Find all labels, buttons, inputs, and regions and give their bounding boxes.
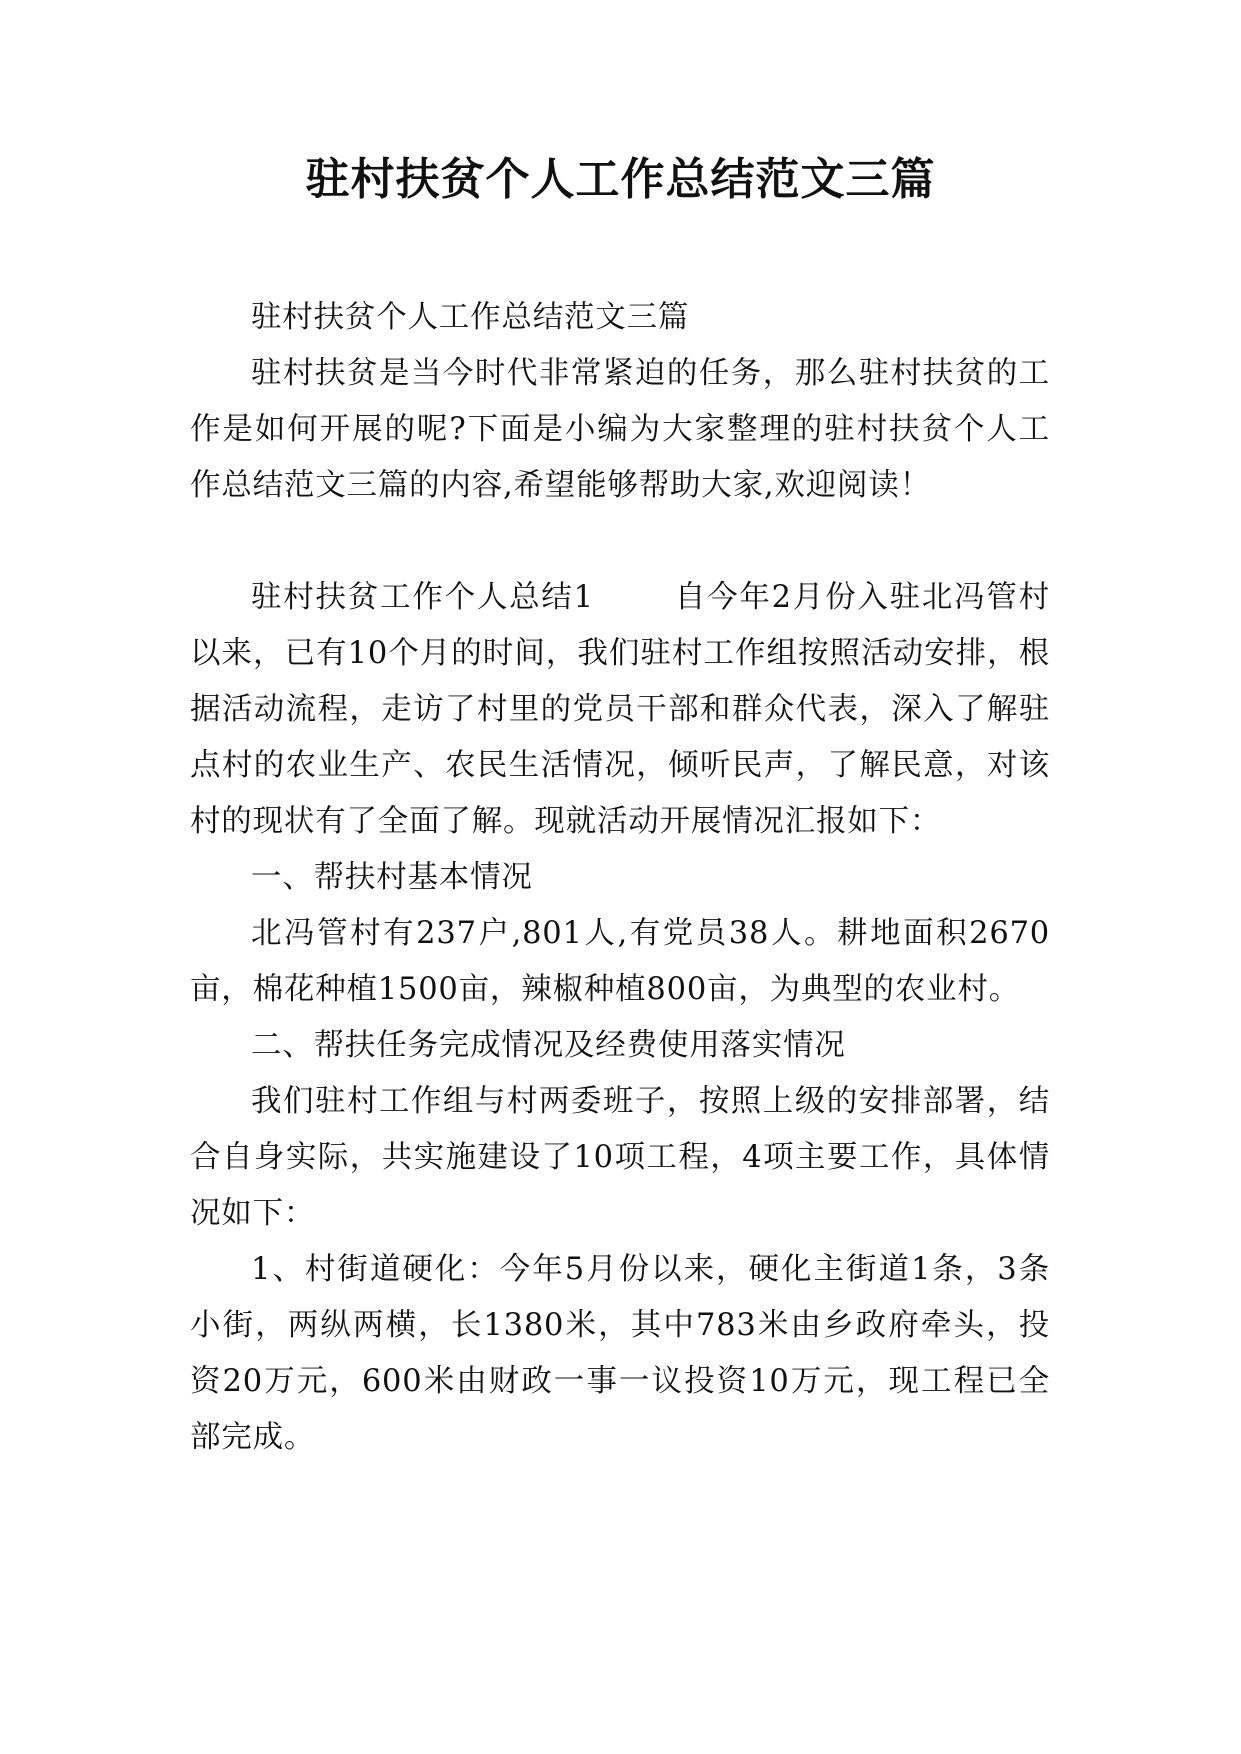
intro-paragraph: 驻村扶贫是当今时代非常紧迫的任务，那么驻村扶贫的工作是如何开展的呢?下面是小编为大家整理的驻村扶贫个人工作总结范文三篇的内容,希望能够帮助大家,欢迎阅读！ [190, 356, 1050, 503]
heading-basic-situation: 一、帮扶村基本情况 [251, 860, 533, 895]
item1-paragraph: 1、村街道硬化：今年5月份以来，硬化主街道1条，3条小街，两纵两横，长1380米，其中783米由乡政府牵头，投资20万元，600米由财政一事一议投资10万元，现工程已全部完成。 [190, 1252, 1050, 1455]
section1-paragraph [190, 570, 1050, 850]
document-title: 驻村扶贫个人工作总结范文三篇 [305, 154, 936, 205]
tasks-intro-paragraph: 我们驻村工作组与村两委班子，按照上级的安排部署，结合自身实际，共实施建设了10项工程，4项主要工作，具体情况如下： [190, 1084, 1050, 1231]
section1-heading: 驻村扶贫工作个人总结1 [251, 580, 594, 615]
section1-lead: 自今年2月份入驻北冯管村以来，已有10个月的时间，我们驻村工作组按照活动安排，根据活动流程，走访了村里的党员干部和群众代表，深入了解驻点村的农业生产、农民生活情况，倾听民声，了解民意，对该村的现状有了全面了解。现就活动开展情况汇报如下： [190, 580, 1050, 839]
subtitle-paragraph: 驻村扶贫个人工作总结范文三篇 [251, 300, 690, 335]
document-body [190, 290, 1050, 1466]
heading-tasks: 二、帮扶任务完成情况及经费使用落实情况 [251, 1028, 846, 1063]
basic-info-paragraph: 北冯管村有237户,801人,有党员38人。耕地面积2670亩，棉花种植1500亩，辣椒种植800亩，为典型的农业村。 [190, 916, 1050, 1007]
